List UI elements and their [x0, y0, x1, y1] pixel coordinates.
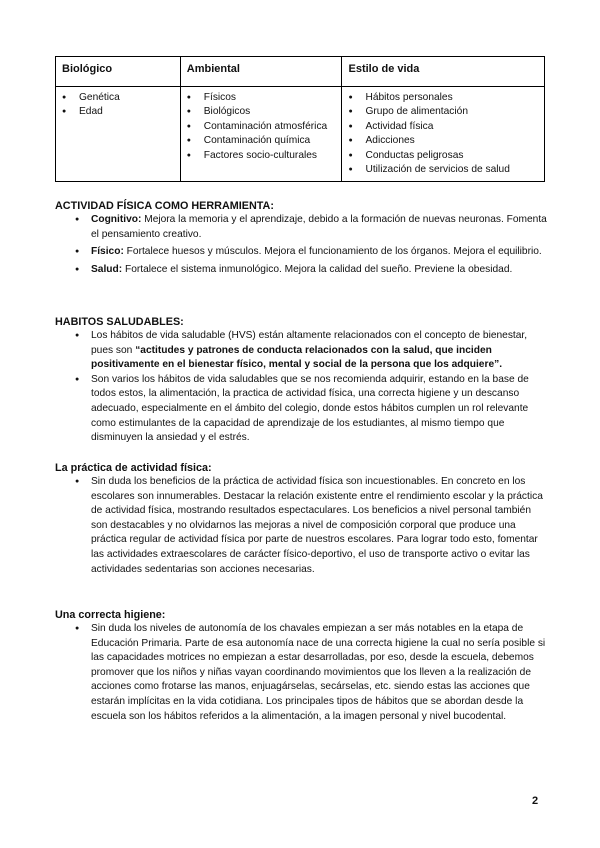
higiene-section — [55, 608, 547, 724]
cell-estilo-de-vida — [342, 87, 545, 182]
paragraph-text: Los hábitos de vida saludable (HVS) están altamente relacionados con el concepto de bienestar, pues son — [91, 330, 528, 356]
factors-table — [55, 56, 545, 182]
practica-section — [55, 461, 547, 577]
list-item: ● Grupo de alimentación — [348, 105, 540, 119]
item-text: Fortalece huesos y músculos. Mejora el funcionamiento de los órganos. Mejora el equilibrio. — [123, 246, 542, 258]
habitos-heading: HABITOS SALUDABLES: — [55, 316, 184, 328]
cell-biologico — [56, 87, 181, 182]
list-item: ● Hábitos personales — [348, 91, 540, 105]
cell-ambiental — [180, 87, 342, 182]
list-item: ● Sin duda los beneficios de la práctica de actividad física son incuestionables. En concreto en los escolares son innumerables. Destacar la relación existente entre el rendimiento escolar y la práctica de actividad física, mostrando resultados espectaculares. Los beneficios a nivel personal también son destacables y no olvidarnos las mejoras a nivel de composición corporal que produce una práctica regular de actividad física por parte de nuestros escolares. Para lograr todo esto, fomentar las actividades extraescolares de carácter físico-deportivo, el uso de transporte activo o evitar las actividades sedentarias son acciones necesarias. — [55, 475, 547, 577]
definition-quote: “actitudes y patrones de conducta relacionados con la salud, que inciden positivamente en el bienestar físico, mental y social de la persona que los adquiere”. — [91, 344, 503, 371]
table-row — [56, 87, 545, 182]
list-item: ● Son varios los hábitos de vida saludables que se nos recomienda adquirir, estando en la base de todos estos, la alimentación, la practica de actividad física, una correcta higiene y un descanso adecuado, especialmente en el ámbito del colegio, donde estos hábitos cumplen un rol relevante como estimulantes de la capacidad de aprendizaje de los estudiantes, al mismo tiempo que disminuyen la ansiedad y el estrés. — [55, 373, 547, 446]
list-item: ● Actividad física — [348, 120, 540, 134]
list-item — [55, 263, 547, 278]
item-term: Cognitivo: — [91, 214, 142, 225]
list-item: ● Utilización de servicios de salud — [348, 163, 540, 177]
list-item: ● Biológicos — [187, 105, 338, 119]
header-ambiental: Ambiental — [180, 57, 342, 87]
list-item — [55, 245, 547, 260]
list-item: ● Sin duda los niveles de autonomía de los chavales empiezan a ser más notables en la etapa de Educación Primaria. Parte de esa autonomía nace de una correcta higiene la cual no sería posible si las capacidades motrices no empiezan a estar desarrolladas, por eso, desde la escuela, debemos promover que los niños y niñas vayan coordinando movimientos que los lleven a la realización de acciones como frotarse las manos, enjuagárselas, secárselas, etc. siendo estas las acciones que estarán implícitas en la vida cotidiana. Los principales tipos de hábitos que se abordan desde la escuela son los hábitos referidos a la alimentación, a la imagen personal y nivel bucodental. — [55, 622, 547, 724]
item-term: Físico: — [91, 246, 124, 258]
list-item: ● Contaminación atmosférica — [187, 120, 338, 134]
actividad-heading: ACTIVIDAD FÍSICA COMO HERRAMIENTA: — [55, 200, 274, 212]
list-item: ● Físicos — [187, 91, 338, 105]
list-item — [55, 329, 547, 373]
header-biologico: Biológico — [56, 57, 181, 87]
list-item: ● Edad — [62, 105, 176, 119]
higiene-heading: Una correcta higiene: — [55, 609, 166, 621]
habitos-section — [55, 315, 547, 446]
list-item: ● Factores socio-culturales — [187, 149, 338, 163]
list-item: ● Contaminación química — [187, 134, 338, 148]
list-item: ● Conductas peligrosas — [348, 149, 540, 163]
item-text: Mejora la memoria y el aprendizaje, debido a la formación de nuevas neuronas. Fomenta el pensamiento creativo. — [91, 214, 547, 240]
item-term: Salud: — [91, 263, 123, 275]
actividad-section — [55, 199, 547, 277]
page-number: 2 — [532, 795, 539, 807]
practica-heading: La práctica de actividad física: — [55, 462, 212, 474]
item-text: Fortalece el sistema inmunológico. Mejora la calidad del sueño. Previene la obesidad. — [122, 263, 513, 275]
list-item: ● Adicciones — [348, 134, 540, 148]
table-header-row — [56, 57, 545, 87]
list-item — [55, 213, 547, 242]
header-estilo-de-vida: Estilo de vida — [342, 57, 545, 87]
list-item: ● Genética — [62, 91, 176, 105]
